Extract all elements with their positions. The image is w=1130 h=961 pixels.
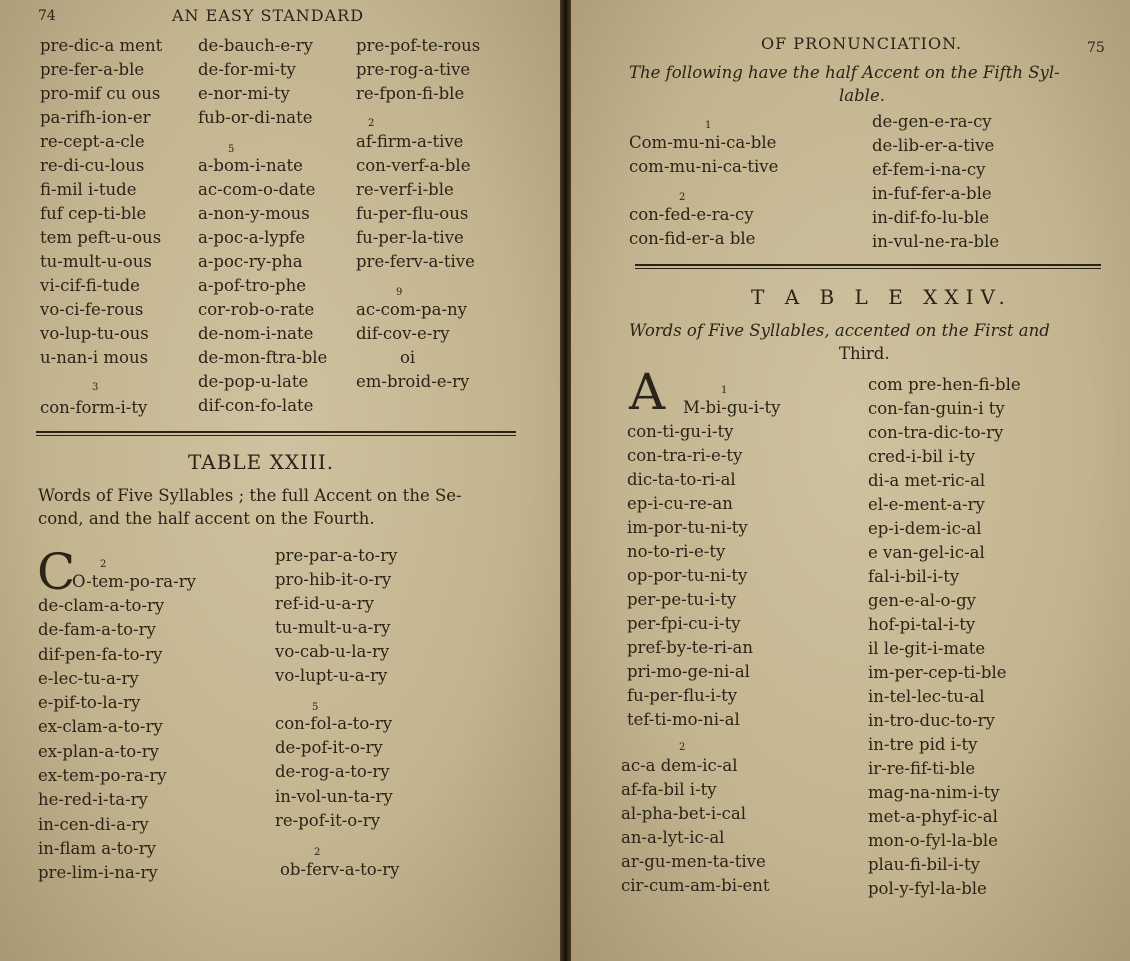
accent-mark: 5	[228, 144, 235, 155]
running-head: AN EASY STANDARD	[172, 6, 365, 25]
word: de-pop-u-late	[198, 372, 309, 391]
word: tef-ti-mo-ni-al	[627, 710, 740, 729]
word: in-tre pid i-ty	[868, 735, 978, 754]
word: e-nor-mi-ty	[198, 84, 290, 103]
accent-mark: 3	[92, 382, 99, 393]
word: im-per-cep-ti-ble	[868, 663, 1007, 682]
word: ex-plan-a-to-ry	[38, 742, 159, 761]
word: pro-mif cu ous	[40, 84, 161, 103]
word: ob-ferv-a-to-ry	[280, 860, 400, 879]
word: a-bom-i-nate	[198, 156, 303, 175]
word: he-red-i-ta-ry	[38, 790, 148, 809]
word: a-poc-a-lypfe	[198, 228, 306, 247]
word: con-verf-a-ble	[356, 156, 471, 175]
word: pri-mo-ge-ni-al	[627, 662, 750, 681]
word: con-fid-er-a ble	[629, 229, 756, 248]
word: oi	[400, 348, 416, 367]
word: vo-ci-fe-rous	[40, 300, 144, 319]
word: in-tro-duc-to-ry	[868, 711, 995, 730]
word: pa-rifh-ion-er	[40, 108, 151, 127]
word: re-fpon-fi-ble	[356, 84, 465, 103]
word: pre-fer-a-ble	[40, 60, 145, 79]
word: con-tra-ri-e-ty	[627, 446, 743, 465]
word: ex-clam-a-to-ry	[38, 717, 163, 736]
table-title: TABLE XXIII.	[188, 450, 335, 474]
word: pre-par-a-to-ry	[275, 546, 398, 565]
word: de-pof-it-o-ry	[275, 738, 383, 757]
page-number: 74	[38, 8, 56, 24]
word: pro-hib-it-o-ry	[275, 570, 392, 589]
word: in-flam a-to-ry	[38, 839, 156, 858]
table-description: cond, and the half accent on the Fourth.	[38, 509, 375, 528]
word: con-tra-dic-to-ry	[868, 423, 1004, 442]
word: de-fam-a-to-ry	[38, 620, 156, 639]
word: ep-i-dem-ic-al	[868, 519, 982, 538]
word: ac-com-o-date	[198, 180, 316, 199]
word: pol-y-fyl-la-ble	[868, 879, 987, 898]
accent-mark: 2	[100, 559, 107, 570]
word: vo-lupt-u-a-ry	[275, 666, 388, 685]
word: pre-rog-a-tive	[356, 60, 471, 79]
accent-mark: 2	[368, 118, 375, 129]
word: ep-i-cu-re-an	[627, 494, 733, 513]
word: de-nom-i-nate	[198, 324, 314, 343]
drop-cap: A	[629, 363, 666, 421]
word: ref-id-u-a-ry	[275, 594, 374, 613]
word: fu-per-flu-i-ty	[627, 686, 738, 705]
word: dif-con-fo-late	[198, 396, 314, 415]
section-rule	[36, 431, 516, 436]
word: ar-gu-men-ta-tive	[621, 852, 766, 871]
word: mon-o-fyl-la-ble	[868, 831, 998, 850]
word: fu-per-la-tive	[356, 228, 464, 247]
word: fal-i-bil-i-ty	[868, 567, 960, 586]
word: con-fol-a-to-ry	[275, 714, 393, 733]
word: re-pof-it-o-ry	[275, 811, 381, 830]
word: a-pof-tro-phe	[198, 276, 306, 295]
word: il le-git-i-mate	[868, 639, 986, 658]
word: de-gen-e-ra-cy	[872, 112, 992, 131]
intro-text: lable.	[839, 86, 885, 105]
table-description: Words of Five Syllables, accented on the First and	[629, 321, 1050, 340]
word: cor-rob-o-rate	[198, 300, 315, 319]
word: em-broid-e-ry	[356, 372, 470, 391]
word: af-fa-bil i-ty	[621, 780, 717, 799]
right-page	[571, 0, 1130, 961]
word: e van-gel-ic-al	[868, 543, 985, 562]
word: an-a-lyt-ic-al	[621, 828, 725, 847]
word: gen-e-al-o-gy	[868, 591, 976, 610]
word: ex-tem-po-ra-ry	[38, 766, 167, 785]
word: dic-ta-to-ri-al	[627, 470, 736, 489]
word: com pre-hen-fi-ble	[868, 375, 1021, 394]
word: fi-mil i-tude	[40, 180, 137, 199]
word: ir-re-fif-ti-ble	[868, 759, 976, 778]
intro-text: The following have the half Accent on the Fifth Syl-	[629, 63, 1060, 82]
word: com-mu-ni-ca-tive	[629, 157, 779, 176]
accent-mark: 1	[721, 385, 728, 396]
word: el-e-ment-a-ry	[868, 495, 985, 514]
word: dif-cov-e-ry	[356, 324, 450, 343]
word: pre-ferv-a-tive	[356, 252, 475, 271]
word: u-nan-i mous	[40, 348, 149, 367]
word: in-vul-ne-ra-ble	[872, 232, 1000, 251]
left-page	[0, 0, 560, 961]
word: re-cept-a-cle	[40, 132, 145, 151]
word: a-non-y-mous	[198, 204, 310, 223]
word: in-cen-di-a-ry	[38, 815, 149, 834]
word: in-dif-fo-lu-ble	[872, 208, 990, 227]
word: fu-per-flu-ous	[356, 204, 469, 223]
word: no-to-ri-e-ty	[627, 542, 726, 561]
word: in-fuf-fer-a-ble	[872, 184, 992, 203]
word: pre-pof-te-rous	[356, 36, 481, 55]
word: tem peft-u-ous	[40, 228, 162, 247]
word: re-di-cu-lous	[40, 156, 145, 175]
word: pre-dic-a ment	[40, 36, 163, 55]
word: M-bi-gu-i-ty	[683, 398, 781, 417]
page-number: 75	[1087, 40, 1105, 56]
word: cred-i-bil i-ty	[868, 447, 976, 466]
word: al-pha-bet-i-cal	[621, 804, 747, 823]
word: af-firm-a-tive	[356, 132, 464, 151]
word: ac-com-pa-ny	[356, 300, 467, 319]
word: vo-cab-u-la-ry	[275, 642, 390, 661]
book-gutter	[560, 0, 571, 961]
accent-mark: 2	[679, 742, 686, 753]
accent-mark: 1	[705, 120, 712, 131]
word: de-for-mi-ty	[198, 60, 296, 79]
word: ef-fem-i-na-cy	[872, 160, 986, 179]
table-description: Words of Five Syllables ; the full Accent on the Se-	[38, 486, 462, 505]
accent-mark: 5	[312, 702, 319, 713]
section-rule	[635, 264, 1101, 269]
word: pre-lim-i-na-ry	[38, 863, 158, 882]
word: op-por-tu-ni-ty	[627, 566, 748, 585]
word: hof-pi-tal-i-ty	[868, 615, 976, 634]
word: fuf cep-ti-ble	[40, 204, 147, 223]
running-head: OF PRONUNCIATION.	[761, 34, 963, 53]
word: mag-na-nim-i-ty	[868, 783, 1000, 802]
word: e-lec-tu-a-ry	[38, 669, 139, 688]
word: tu-mult-u-a-ry	[275, 618, 391, 637]
word: re-verf-i-ble	[356, 180, 454, 199]
word: con-fan-guin-i ty	[868, 399, 1005, 418]
word: e-pif-to-la-ry	[38, 693, 141, 712]
word: im-por-tu-ni-ty	[627, 518, 748, 537]
table-description: Third.	[839, 344, 890, 363]
word: di-a met-ric-al	[868, 471, 986, 490]
word: ac-a dem-ic-al	[621, 756, 738, 775]
word: met-a-phyf-ic-al	[868, 807, 998, 826]
word: Com-mu-ni-ca-ble	[629, 133, 777, 152]
accent-mark: 9	[396, 287, 403, 298]
word: con-form-i-ty	[40, 398, 148, 417]
word: a-poc-ry-pha	[198, 252, 303, 271]
word: per-pe-tu-i-ty	[627, 590, 737, 609]
word: plau-fi-bil-i-ty	[868, 855, 980, 874]
word: de-lib-er-a-tive	[872, 136, 995, 155]
word: tu-mult-u-ous	[40, 252, 152, 271]
word: con-fed-e-ra-cy	[629, 205, 754, 224]
word: vi-cif-fi-tude	[40, 276, 140, 295]
word: de-clam-a-to-ry	[38, 596, 165, 615]
word: con-ti-gu-i-ty	[627, 422, 734, 441]
word: dif-pen-fa-to-ry	[38, 645, 163, 664]
word: O-tem-po-ra-ry	[72, 572, 196, 591]
accent-mark: 2	[679, 192, 686, 203]
word: in-tel-lec-tu-al	[868, 687, 985, 706]
word: fub-or-di-nate	[198, 108, 313, 127]
drop-cap: C	[37, 543, 76, 601]
word: cir-cum-am-bi-ent	[621, 876, 770, 895]
word: vo-lup-tu-ous	[40, 324, 149, 343]
word: de-mon-ftra-ble	[198, 348, 328, 367]
accent-mark: 2	[314, 847, 321, 858]
word: pref-by-te-ri-an	[627, 638, 753, 657]
table-title: T A B L E XXIV.	[751, 285, 1012, 309]
word: per-fpi-cu-i-ty	[627, 614, 741, 633]
word: de-bauch-e-ry	[198, 36, 313, 55]
word: in-vol-un-ta-ry	[275, 787, 393, 806]
word: de-rog-a-to-ry	[275, 762, 390, 781]
